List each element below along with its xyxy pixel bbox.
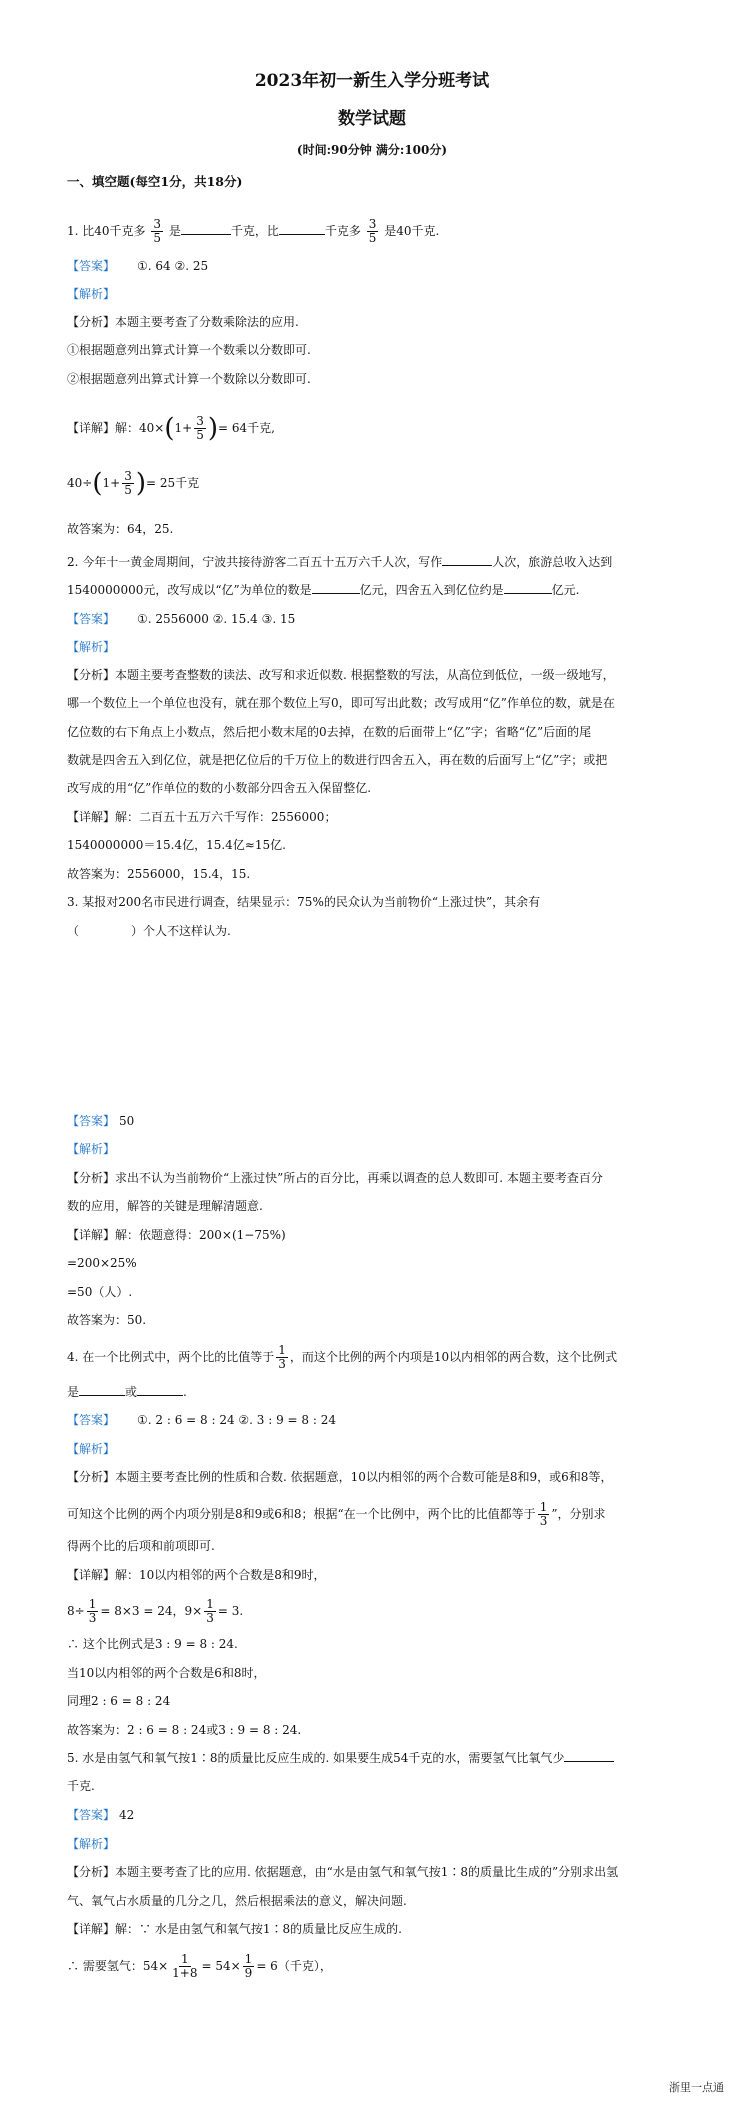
fraction-3-5: $\frac{3}{5}$ [153, 217, 162, 245]
question-3: 3. 某报对200名市民进行调查，结果显示：75%的民众认为当前物价“上涨过快”，其余有 [67, 895, 541, 909]
footer-brand: 浙里一点通 [669, 2081, 724, 2094]
analysis-text: 【分析】本题主要考查比例的性质和合数. 依据题意，10以内相邻的两个合数可能是8和9，或6和8等， [67, 1470, 613, 1484]
analysis-text: 【分析】本题主要考查了比的应用. 依据题意，由“水是由氢气和氧气按1∶8的质量比生成的”分别求出氢 [67, 1865, 619, 1879]
exam-subtitle: 数学试题 [338, 109, 406, 129]
analysis-text: 【分析】本题主要考查了分数乘除法的应用. [67, 315, 299, 329]
fraction-3-5: $\frac{3}{5}$ [368, 217, 377, 245]
exam-title: 2023年初一新生入学分班考试 [254, 71, 490, 91]
section-heading: 一、填空题(每空1分，共18分) [67, 174, 243, 189]
conclusion: 故答案为：64，25. [67, 522, 174, 536]
analysis-text: 【分析】本题主要考查整数的读法、改写和求近似数. 根据整数的写法，从高位到低位，一级一级地写， [67, 668, 615, 682]
answer-line: 【答案】 ①. 64 ②. 25 [67, 259, 209, 273]
answer-blank [279, 222, 325, 235]
detail-text: 【详解】解：10以内相邻的两个合数是8和9时， [67, 1568, 326, 1582]
conclusion: 故答案为：2 : 6 = 8 : 24或3 : 9 = 8 : 24. [67, 1723, 302, 1737]
detail-equation: 40÷(1+ $\frac{3}{5}$ )= 25千克 [67, 468, 200, 499]
detail-text: 【详解】解：二百五十五万六千写作：2556000； [67, 810, 337, 824]
analysis-step: ②根据题意列出算式计算一个数除以分数即可. [67, 372, 311, 386]
document-page: 2023年初一新生入学分班考试 数学试题 (时间:90分钟 满分:100分) 一、填空题(每空1分，共18分) 1. 比40千克多 $\frac{3}{5}$ 是 千克，比 千克多 $\frac{3}{5}$ 是40千克. 【答案】 ①. 64 ②. 25 【解析】 【分析】本题主要考查了分数乘除法的应用. ①根据题意列出算式计算一个数乘以分数即可. ②根据题意列出算式计算一个数除以分数即可. 【详解】解：40×(1+ $\frac{3}{5}$ )= 64千克, 40÷(1+ $\frac{3}{5}$ )= 25千克 故答案为：64，25. 2. 今年十一黄金周期间，宁波共接待游客二百五十五万六千人次，写作 人次，旅游总收入达到 1540000000元，改写成以“亿”为单位的数是 亿元，四舍五入到亿位约是 亿元. 【答案】 ①. 2556000 ②. 15.4 ③. 15 【解析】 【分析】本题主要考查整数的读法、改写和求近似数. 根据整数的写法，从高位到低位，一级一级地写， 哪一个数位上一个单位也没有，就在那个数位上写0，即可写出此数；改写成用“亿”作单位的数，就是在 亿位数的右下角点上小数点，然后把小数末尾的0去掉，在数的后面带上“亿”字；省略“亿”后面的尾 数就是四舍五入到亿位，就是把亿位后的千万位上的数进行四舍五入，再在数的后面写上“亿”字；或把 改写成的用“亿”作单位的数的小数部分四舍五入保留整亿. 【详解】解：二百五十五万六千写作：2556000； 1540000000＝15.4亿，15.4亿≈15亿. 故答案为：2556000，15.4，15. 3. 某报对200名市民进行调查，结果显示：75%的民众认为当前物价“上涨过快”，其余有 （ ）个人不这样认为. 【答案】 50 【解析】 【分析】求出不认为当前物价“上涨过快”所占的百分比，再乘以调查的总人数即可. 本题主要考查百分 数的应用，解答的关键是理解清题意. 【详解】解：依题意得：200×(1−75%) =200×25% =50（人）. 故答案为：50. 4. 在一个比例式中，两个比的比值等于 $\frac{1}{3}$ ，而这个比例的两个内项是10以内相邻的两合数，这个比例式 是 或 . 【答案】 ①. 2 : 6 = 8 : 24 ②. 3 : 9 = 8 : 24 【解析】 【分析】本题主要考查比例的性质和合数. 依据题意，10以内相邻的两个合数可能是8和9，或6和8等， 可知这个比例的两个内项分别是8和9或6和8；根据“在一个比例中，两个比的比值都等于 $\frac{1}{3}$ ”，分别求 得两个比的后项和前项即可. 【详解】解：10以内相邻的两个合数是8和9时， 8÷ $\frac{1}{3}$ = 8×3 = 24，9× $\frac{1}{3}$ = 3. ∴ 这个比例式是3 : 9 = 8 : 24. 当10以内相邻的两个合数是6和8时， 同理2 : 6 = 8 : 24 故答案为：2 : 6 = 8 : 24或3 : 9 = 8 : 24. 5. 水是由氢气和氧气按1∶8的质量比反应生成的. 如果要生成54千克的水，需要氢气比氧气少 千克. 【答案】 42 【解析】 【分析】本题主要考查了比的应用. 依据题意，由“水是由氢气和氧气按1∶8的质量比生成的”分别求出氢 气、氧气占水质量的几分之几，然后根据乘法的意义，解决问题. 【详解】解：∵ 水是由氢气和氧气按1∶8的质量比反应生成的. ∴ 需要氢气：54× $\frac{1}{1+8}$ = 54× $\frac{1}{9}$ = 6（千克）， 浙里一点通 [0, 0, 744, 2104]
question-2: 2. 今年十一黄金周期间，宁波共接待游客二百五十五万六千人次，写作 人次，旅游总收入达到 [67, 555, 613, 569]
conclusion: 故答案为：2556000，15.4，15. [67, 867, 251, 881]
question-1: 1. 比40千克多 $\frac{3}{5}$ 是 千克，比 千克多 $\frac{3}{5}$ 是40千克. [67, 217, 440, 245]
detail-text: 【详解】解：∵ 水是由氢气和氧气按1∶8的质量比反应生成的. [67, 1922, 402, 1936]
analysis-text: 【分析】求出不认为当前物价“上涨过快”所占的百分比，再乘以调查的总人数即可. 本题主要考查百分 [67, 1171, 603, 1185]
exam-meta: (时间:90分钟 满分:100分) [296, 143, 448, 157]
answer-blank [181, 222, 231, 235]
analysis-label: 【解析】 [67, 640, 116, 654]
detail-equation: 【详解】解：40×(1+ $\frac{3}{5}$ )= 64千克, [67, 413, 275, 444]
analysis-label: 【解析】 [67, 1142, 116, 1156]
conclusion: 故答案为：50. [67, 1313, 147, 1327]
analysis-label: 【解析】 [67, 1442, 116, 1456]
analysis-step: ①根据题意列出算式计算一个数乘以分数即可. [67, 343, 311, 357]
detail-text: 【详解】解：依题意得：200×(1−75%) [67, 1228, 286, 1242]
question-4: 4. 在一个比例式中，两个比的比值等于 $\frac{1}{3}$ ，而这个比例的两个内项是10以内相邻的两合数，这个比例式 [67, 1343, 618, 1371]
question-5: 5. 水是由氢气和氧气按1∶8的质量比反应生成的. 如果要生成54千克的水，需要氢气比氧气少 [67, 1749, 614, 1767]
answer-line: 【答案】 50 [67, 1114, 135, 1128]
answer-line: 【答案】 ①. 2 : 6 = 8 : 24 ②. 3 : 9 = 8 : 24 [67, 1413, 337, 1427]
analysis-label: 【解析】 [67, 287, 116, 301]
analysis-label: 【解析】 [67, 1837, 116, 1851]
answer-line: 【答案】 42 [67, 1808, 135, 1822]
answer-line: 【答案】 ①. 2556000 ②. 15.4 ③. 15 [67, 612, 296, 626]
